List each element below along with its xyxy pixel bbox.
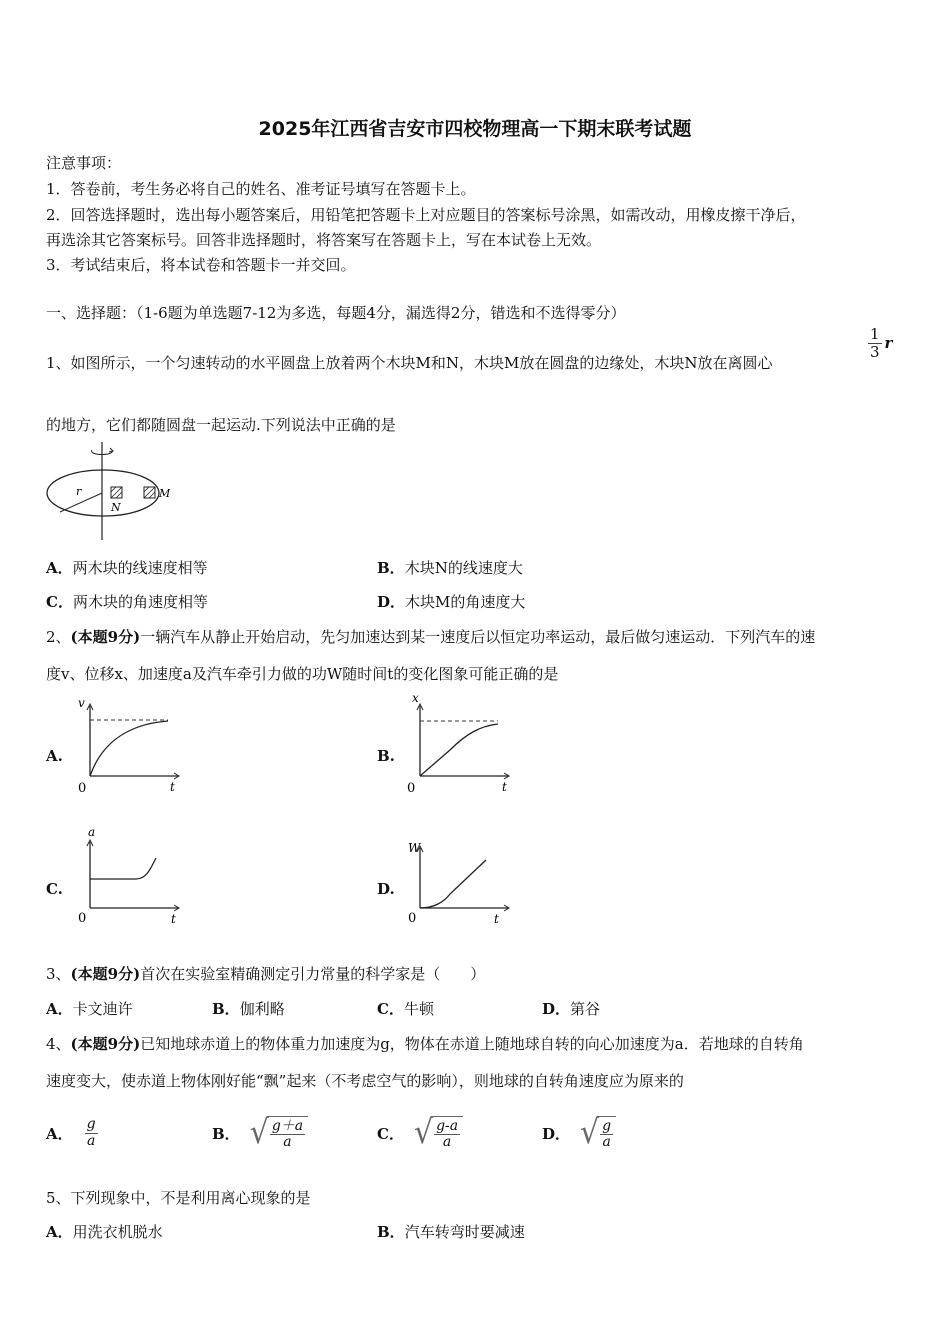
question-5-text: 5、下列现象中，不是利用离心现象的是 — [46, 1189, 311, 1207]
svg-text:t: t — [170, 780, 175, 794]
q5-option-b[interactable]: B．汽车转弯时要减速 — [377, 1223, 525, 1241]
page-title: 2025年江西省吉安市四校物理高一下期末联考试题 — [258, 118, 692, 140]
notice-item: 2．回答选择题时，选出每小题答案后，用铅笔把答题卡上对应题目的答案标号涂黑，如需改动，用橡皮擦干净后， — [46, 206, 806, 224]
q4-option-d[interactable]: D． √ $\frac{g}{a}$ — [542, 1110, 616, 1156]
svg-text:v: v — [78, 696, 85, 710]
svg-text:0: 0 — [408, 911, 417, 926]
svg-text:t: t — [494, 912, 499, 926]
svg-text:x: x — [412, 691, 419, 705]
svg-text:t: t — [171, 912, 176, 926]
graph-option-d-label[interactable]: D. — [377, 880, 395, 898]
svg-text:0: 0 — [78, 781, 87, 796]
block-n-label: N — [111, 501, 121, 514]
graph-acceleration-time — [74, 822, 184, 932]
option-b[interactable]: B．木块N的线速度大 — [377, 559, 523, 577]
q4-option-c[interactable]: C． √ $\frac{g-a}{a}$ — [377, 1110, 463, 1156]
graph-option-c-label[interactable]: C. — [46, 880, 63, 898]
section-heading: 一、选择题：（1-6题为单选题7-12为多选，每题4分，漏选得2分，错选和不选得零分） — [46, 304, 626, 322]
question-4-text: 4、(本题9分)已知地球赤道上的物体重力加速度为g，物体在赤道上随地球自转的向心加速度为a．若地球的自转角 — [46, 1035, 804, 1053]
option-c[interactable]: C．两木块的角速度相等 — [46, 593, 208, 611]
svg-text:0: 0 — [78, 911, 87, 926]
svg-text:W: W — [408, 841, 421, 855]
radius-label: r — [76, 485, 82, 498]
question-4-text-cont: 速度变大，使赤道上物体刚好能“飘”起来（不考虑空气的影响），则地球的自转角速度应为原来的 — [46, 1072, 684, 1090]
question-2-text-cont: 度v、位移x、加速度a及汽车牵引力做的功W随时间t的变化图象可能正确的是 — [46, 665, 559, 683]
q4-option-b[interactable]: B． √ $\frac{g+a}{a}$ — [212, 1110, 308, 1156]
q3-option-a[interactable]: A．卡文迪许 — [46, 1000, 133, 1018]
notice-item: 3．考试结束后，将本试卷和答题卡一并交回。 — [46, 256, 356, 274]
question-3-text: 3、(本题9分)首次在实验室精确测定引力常量的科学家是（ ） — [46, 965, 486, 983]
notice-item: 再选涂其它答案标号。回答非选择题时，将答案写在答题卡上，写在本试卷上无效。 — [46, 231, 602, 249]
fraction-one-third-r: $\frac{1}{3}$ r — [870, 325, 893, 361]
question-1-text-cont: 的地方，它们都随圆盘一起运动.下列说法中正确的是 — [46, 416, 396, 434]
graph-option-a-label[interactable]: A. — [46, 747, 63, 765]
graph-velocity-time — [74, 690, 184, 800]
graph-option-b-label[interactable]: B. — [377, 747, 395, 765]
q3-option-c[interactable]: C．牛顿 — [377, 1000, 434, 1018]
question-2-text: 2、(本题9分)一辆汽车从静止开始启动，先匀加速达到某一速度后以恒定功率运动，最后做匀速运动．下列汽车的速 — [46, 628, 816, 646]
svg-text:a: a — [88, 825, 96, 839]
svg-text:0: 0 — [407, 781, 416, 796]
q4-option-a[interactable]: A． $\frac{g}{a}$ — [46, 1116, 96, 1149]
q3-option-b[interactable]: B．伽利略 — [212, 1000, 285, 1018]
option-a[interactable]: A．两木块的线速度相等 — [46, 559, 208, 577]
svg-text:t: t — [502, 780, 507, 794]
graph-displacement-time — [404, 690, 514, 800]
question-1-text: 1、如图所示，一个匀速转动的水平圆盘上放着两个木块M和N，木块M放在圆盘的边缘处，木块N放在离圆心 — [46, 354, 773, 372]
rotating-disc-figure — [40, 440, 170, 545]
q3-option-d[interactable]: D．第谷 — [542, 1000, 601, 1018]
graph-work-time — [404, 822, 514, 932]
notice-heading: 注意事项： — [46, 154, 122, 172]
option-d[interactable]: D．木块M的角速度大 — [377, 593, 526, 611]
block-m-label: M — [159, 487, 170, 500]
notice-item: 1．答卷前，考生务必将自己的姓名、准考证号填写在答题卡上。 — [46, 180, 476, 198]
q5-option-a[interactable]: A．用洗衣机脱水 — [46, 1223, 163, 1241]
